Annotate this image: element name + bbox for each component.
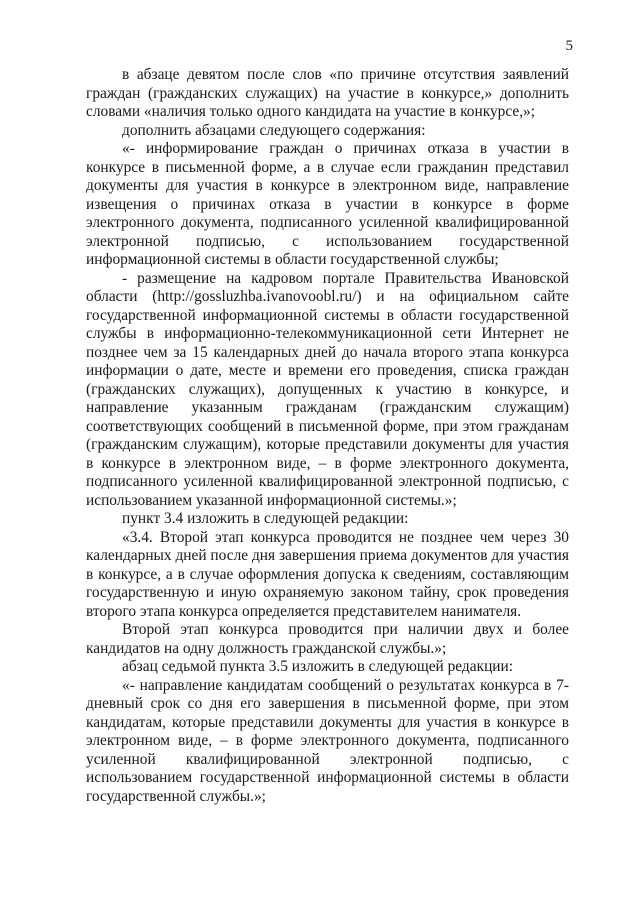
paragraph-7: Второй этап конкурса проводится при наличии двух и более кандидатов на одну должность гражданской службы.»; (86, 621, 569, 657)
document-body (86, 66, 569, 806)
paragraph-4: - размещение на кадровом портале Правительства Ивановской области (http://gossluzhba.ivanovoobl.ru/) и на официальном сайте государственной информационной системы в области государственной службы в информационно-телекоммуникационной сети Интернет не позднее чем за 15 календарных дней до начала второго этапа конкурса информации о дате, месте и времени его проведения, списка граждан (гражданских служащих), допущенных к участию в конкурсе, и направление указанным гражданам (гражданским служащим) соответствующих сообщений в письменной форме, при этом гражданам (гражданским служащим), которые представили документы для участия в конкурсе в электронном виде, – в форме электронного документа, подписанного усиленной квалифицированной электронной подписью, с использованием указанной информационной системы.»; (86, 269, 569, 509)
paragraph-3: «- информирование граждан о причинах отказа в участии в конкурсе в письменной форме, а в случае если гражданин представил документы для участия в конкурсе в электронном виде, направление извещения о причинах отказа в участии в конкурсе в форме электронного документа, подписанного усиленной квалифицированной электронной подписью, с использованием государственной информационной системы в области государственной службы; (86, 140, 569, 268)
paragraph-9: «- направление кандидатам сообщений о результатах конкурса в 7-дневный срок со дня его завершения в письменной форме, при этом кандидатам, которые представили документы для участия в конкурсе в электронном виде, – в форме электронного документа, подписанного усиленной квалифицированной электронной подписью, с использованием государственной информационной системы в области государственной службы.»; (86, 676, 569, 805)
paragraph-5: пункт 3.4 изложить в следующей редакции: (122, 510, 409, 527)
paragraph-8: абзац седьмой пункта 3.5 изложить в следующей редакции: (122, 658, 514, 675)
paragraph-2: дополнить абзацами следующего содержания: (122, 121, 426, 139)
paragraph-1: в абзаце девятом после слов «по причине отсутствия заявлений граждан (гражданских служащих) на участие в конкурсе,» дополнить словами «наличия только одного кандидата на участие в конкурсе,»; (86, 66, 569, 120)
page-number: 5 (565, 38, 573, 54)
paragraph-6: «3.4. Второй этап конкурса проводится не позднее чем через 30 календарных дней после дня завершения приема документов для участия в конкурсе, а в случае оформления допуска к сведениям, составляющим государственную и иную охраняемую законом тайну, срок проведения второго этапа конкурса определяется представителем нанимателя. (86, 528, 569, 620)
